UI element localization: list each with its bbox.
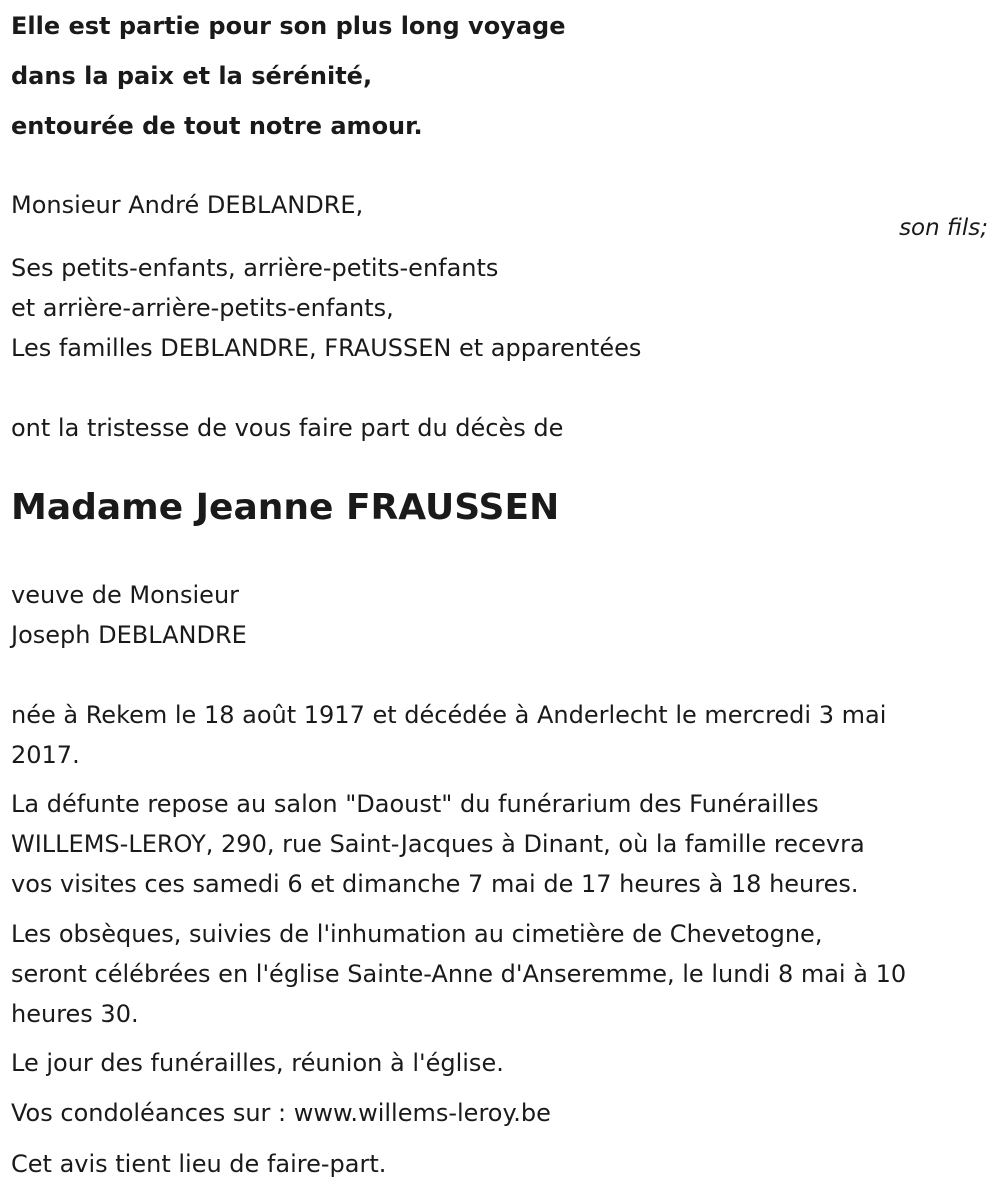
- epitaph-line: Elle est partie pour son plus long voyage: [11, 12, 566, 40]
- family-line: Les familles DEBLANDRE, FRAUSSEN et apparentées: [11, 334, 642, 362]
- paragraph-line: La défunte repose au salon "Daoust" du funérarium des Funérailles: [11, 790, 819, 818]
- epitaph-line: dans la paix et la sérénité,: [11, 62, 373, 90]
- epitaph-line: entourée de tout notre amour.: [11, 112, 423, 140]
- deceased-name: Madame Jeanne FRAUSSEN: [11, 487, 560, 528]
- condolences-text: Vos condoléances sur : www.willems-leroy.be: [11, 1099, 551, 1127]
- paragraph-line: WILLEMS-LEROY, 290, rue Saint-Jacques à Dinant, où la famille recevra: [11, 830, 865, 858]
- paragraph-line: vos visites ces samedi 6 et dimanche 7 mai de 17 heures à 18 heures.: [11, 870, 859, 898]
- paragraph-line: seront célébrées en l'église Sainte-Anne d'Anseremme, le lundi 8 mai à 10: [11, 960, 907, 988]
- meeting-text: Le jour des funérailles, réunion à l'église.: [11, 1049, 504, 1077]
- widow-line: Joseph DEBLANDRE: [11, 621, 247, 649]
- paragraph-line: Les obsèques, suivies de l'inhumation au cimetière de Chevetogne,: [11, 920, 823, 948]
- notice-text: Cet avis tient lieu de faire-part.: [11, 1150, 387, 1178]
- paragraph-line: née à Rekem le 18 août 1917 et décédée à Anderlecht le mercredi 3 mai: [11, 701, 887, 729]
- family-line: Ses petits-enfants, arrière-petits-enfants: [11, 254, 499, 282]
- widow-line: veuve de Monsieur: [11, 581, 240, 609]
- paragraph-line: 2017.: [11, 741, 80, 769]
- family-line: et arrière-arrière-petits-enfants,: [11, 294, 394, 322]
- announcement: ont la tristesse de vous faire part du décès de: [11, 414, 564, 442]
- son-name: Monsieur André DEBLANDRE,: [11, 191, 364, 219]
- son-relation: son fils;: [899, 215, 988, 241]
- paragraph-line: heures 30.: [11, 1000, 139, 1028]
